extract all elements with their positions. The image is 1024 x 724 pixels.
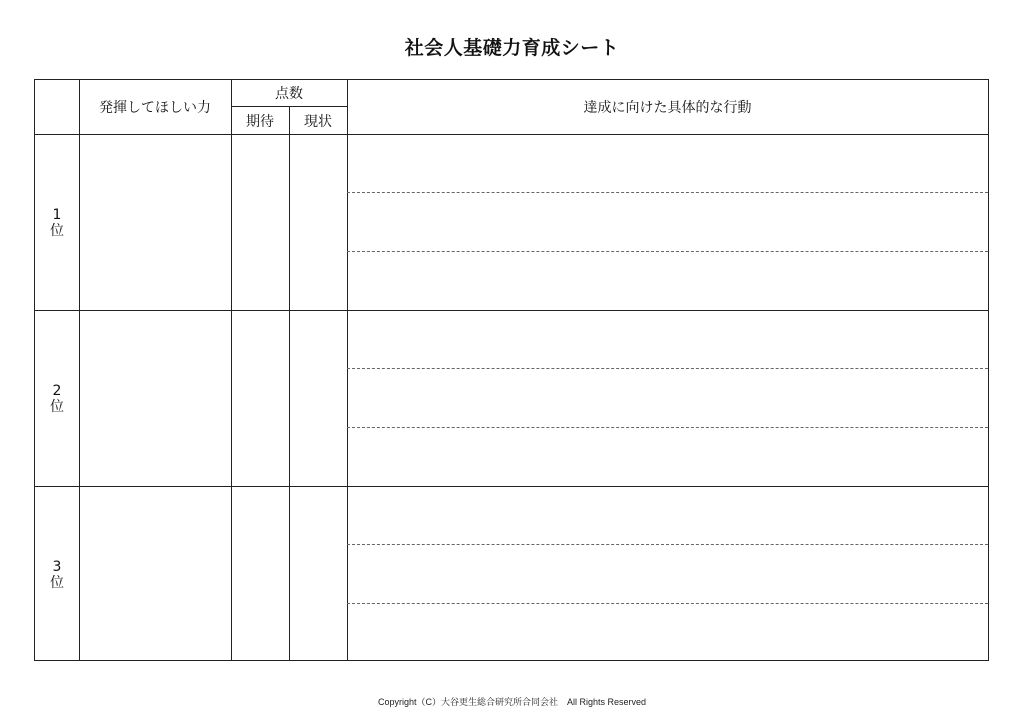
current-header: 現状 (304, 113, 332, 130)
rank-unit: 位 (50, 222, 64, 239)
expected-score-field[interactable] (232, 487, 289, 660)
rank-number: 2 (52, 382, 62, 399)
expected-score-field[interactable] (232, 311, 289, 486)
training-sheet-table (34, 79, 989, 661)
rank-2-label (35, 311, 79, 486)
current-score-field[interactable] (290, 135, 347, 310)
ability-field[interactable] (80, 311, 231, 486)
current-score-field[interactable] (290, 487, 347, 660)
copyright-footer: Copyright（C）大谷更生総合研究所合同会社 All Rights Reserved (377, 697, 647, 707)
score-header: 点数 (275, 86, 303, 102)
actions-field[interactable] (348, 311, 988, 486)
rank-unit: 位 (50, 398, 64, 415)
current-score-field[interactable] (290, 311, 347, 486)
rank-number: 1 (52, 206, 62, 223)
rank-unit: 位 (50, 574, 64, 591)
ability-field[interactable] (80, 135, 231, 310)
actions-header: 達成に向けた具体的な行動 (583, 100, 752, 116)
sheet-title: 社会人基礎力育成シート (404, 37, 620, 59)
actions-field[interactable] (348, 135, 988, 310)
actions-field[interactable] (348, 487, 988, 660)
expected-score-field[interactable] (232, 135, 289, 310)
rank-number: 3 (52, 558, 62, 575)
ability-header: 発揮してほしい力 (99, 100, 211, 116)
expected-header: 期待 (246, 113, 274, 130)
rank-1-label (35, 135, 79, 310)
ability-field[interactable] (80, 487, 231, 660)
rank-3-label (35, 487, 79, 662)
